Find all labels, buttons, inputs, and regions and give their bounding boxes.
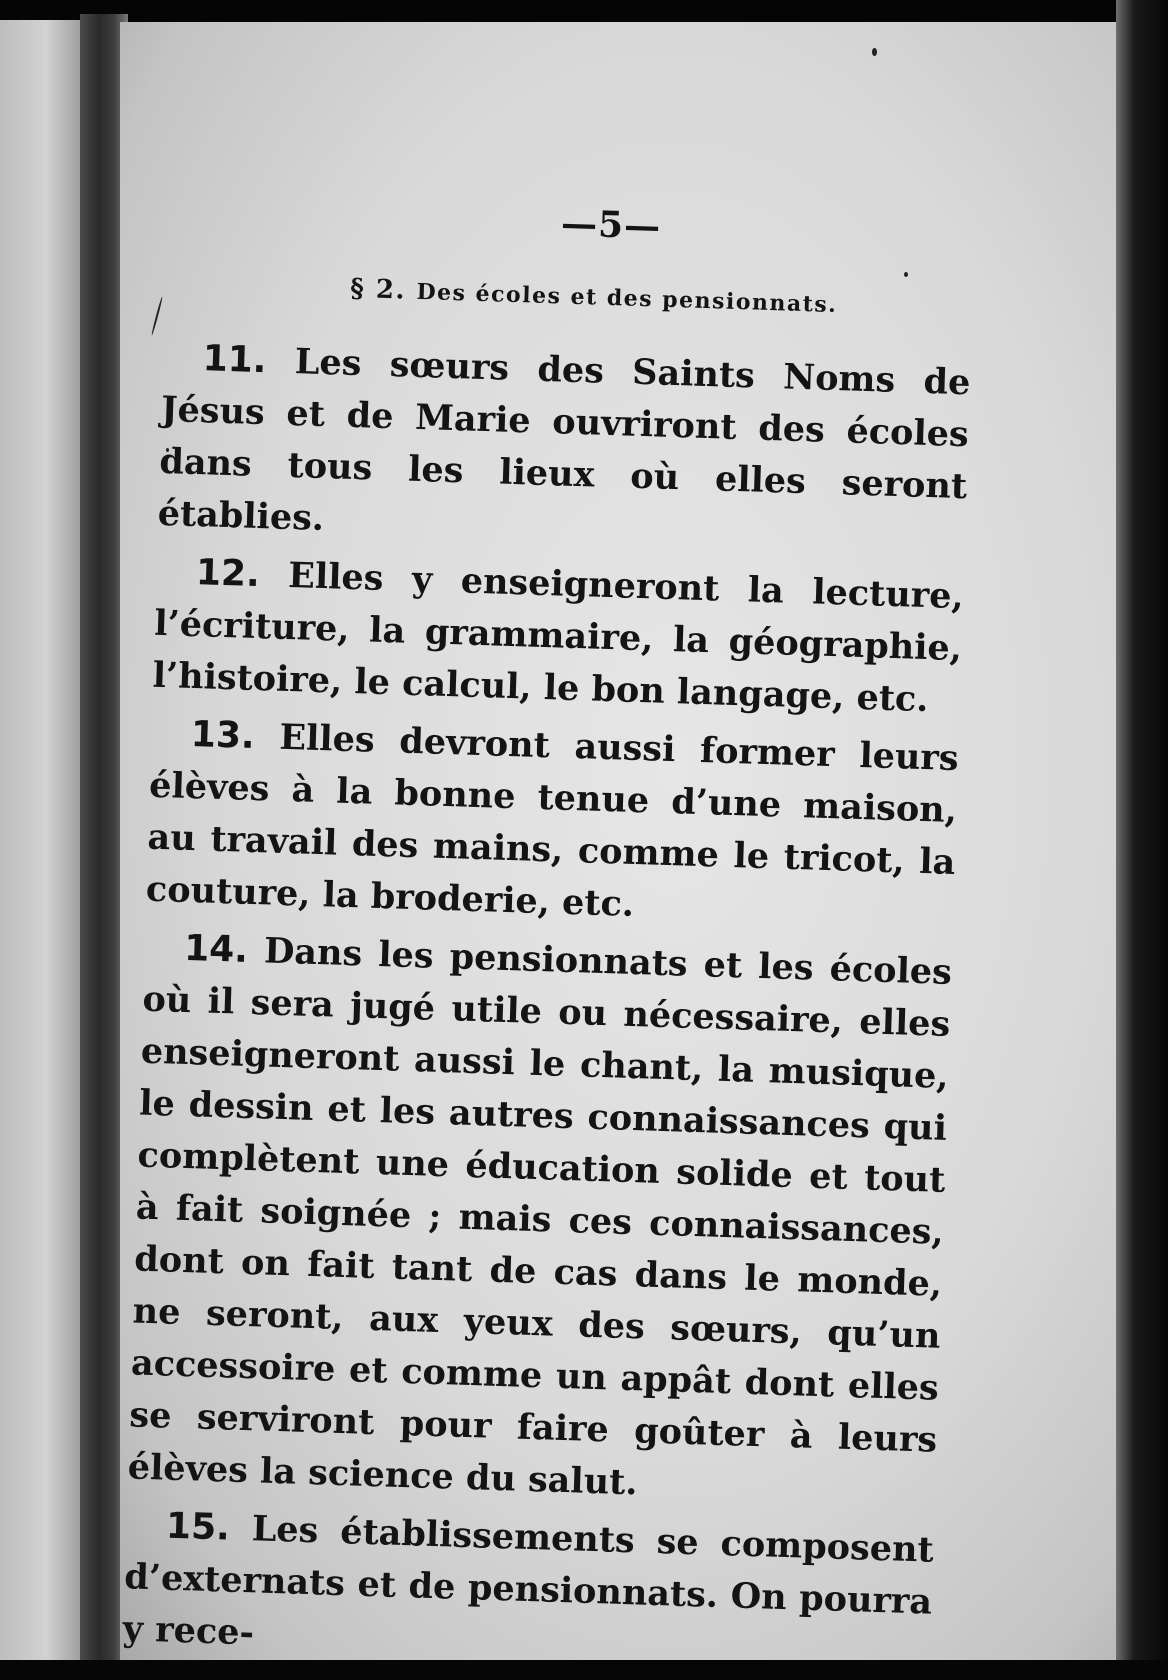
article-text: Elles devront aussi former leurs élèves à la bonne tenue d’une maison, au travail des mains, comme le tricot, la couture, la broderie, etc.	[145, 716, 960, 925]
article-number: 15.	[165, 1505, 231, 1549]
article-number: 13.	[190, 713, 256, 757]
article-text: Les établissements se composent d’externats et de pensionnats. On pourra y rece-	[122, 1508, 935, 1654]
page-text-block	[122, 190, 976, 1680]
article-text: Elles y enseigneront la lecture, l’écriture, la grammaire, la géographie, l’histoire, le calcul, le bon langage, etc.	[152, 554, 965, 721]
section-heading	[165, 268, 974, 323]
page-number: —5—	[560, 202, 662, 248]
section-mark: § 2.	[349, 273, 407, 306]
article-number: 12.	[195, 552, 261, 596]
article-11	[157, 332, 971, 565]
scan-right-border	[1116, 0, 1168, 1680]
article-number: 11.	[202, 338, 268, 382]
article-text: Les sœurs des Saints Noms de Jésus et de Marie ouvriront des écoles dans tous les lieux où elles seront établies.	[157, 341, 971, 540]
article-12	[152, 546, 965, 727]
paper-speck	[872, 48, 877, 56]
article-text: Dans les pensionnats et les écoles où il sera jugé utile ou nécessaire, elles enseigneront aussi le chant, la musique, le dessin et les autres connaissances qui complètent une éducation solide et tout à fait soignée ; mais ces connaissances, dont on fait tant de cas dans le monde, ne seront, aux yeux des sœurs, qu’un accessoire et comme un appât dont elles se serviront pour faire goûter à leurs élèves la science du salut.	[127, 930, 953, 1504]
article-14	[127, 922, 953, 1519]
article-13	[145, 708, 959, 941]
section-title: Des écoles et des pensionnats.	[416, 278, 838, 319]
facing-page-edge	[0, 20, 84, 1660]
article-number: 14.	[183, 927, 249, 971]
article-15	[122, 1499, 935, 1680]
